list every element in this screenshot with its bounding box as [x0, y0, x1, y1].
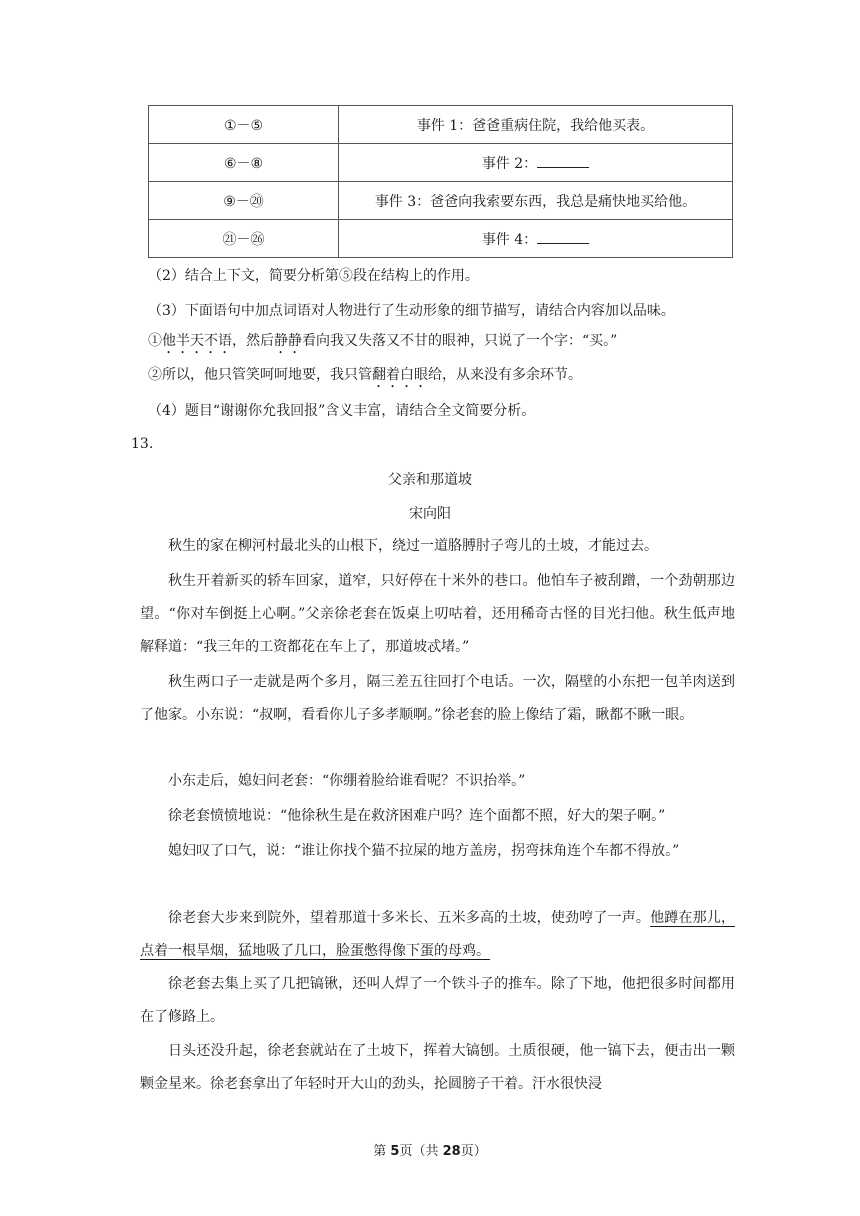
event-cell	[339, 106, 733, 144]
sentence-1: ①他半天不语，然后静静看向我又失落又不甘的眼神，只说了一个字：“买。”	[148, 333, 618, 349]
table-row	[149, 106, 733, 144]
sentence-2: ②所以，他只管笑呵呵地要，我只管翻着白眼给，从来没有多余环节。	[148, 367, 582, 383]
event-label: 事件 1：	[416, 117, 473, 134]
question-number: 13.	[131, 436, 154, 452]
page-number: 5	[390, 1144, 400, 1159]
paragraph-range-cell: ㉑－㉖	[149, 220, 339, 258]
table-row	[149, 220, 733, 258]
event-label: 事件 3：	[374, 193, 431, 210]
answer-blank[interactable]	[537, 154, 589, 168]
event-label: 事件 2：	[481, 155, 538, 172]
paragraph: 日头还没升起，徐老套就站在了土坡下，挥着大镐刨。土质很硬，他一镐下去，便击出一颗颗金星来。徐老套拿出了年轻时开大山的劲头，抡圆膀子干着。汗水很快浸	[140, 1043, 735, 1092]
paragraph: 小东走后，媳妇问老套：“你绷着脸给谁看呢？不识抬举。”	[168, 773, 526, 789]
paragraph-range-cell: ⑥－⑧	[149, 144, 339, 182]
event-table	[148, 105, 733, 258]
sentence-1-number: ①	[148, 333, 162, 349]
event-label: 事件 4：	[481, 231, 538, 248]
paragraph: 徐老套去集上买了几把镐锹，还叫人焊了一个铁斗子的推车。除了下地，他把很多时间都用在了修路上。	[140, 976, 735, 1025]
paragraph: 媳妇叹了口气，说：“谁让你找个猫不拉屎的地方盖房，拐弯抹角连个车都不得放。”	[168, 843, 680, 859]
question-3: （3）下面语句中加点词语对人物进行了生动形象的细节描写，请结合内容加以品味。	[148, 303, 675, 319]
table-row	[149, 144, 733, 182]
paragraph: 秋生两口子一走就是两个多月，隔三差五往回打个电话。一次，隔壁的小东把一包羊肉送到了他家。小东说：“叔啊，看看你儿子多孝顺啊。”徐老套的脸上像结了霜，瞅都不瞅一眼。	[140, 674, 735, 723]
article-title: 父亲和那道坡	[388, 472, 472, 488]
article-author: 宋向阳	[409, 506, 451, 522]
underlined-sentence: 他蹲在那儿，点着一根旱烟，猛地吸了几口，脸蛋憋得像下蛋的母鸡。	[140, 910, 736, 959]
answer-blank[interactable]	[537, 230, 589, 244]
page-total: 28	[442, 1144, 461, 1159]
emphasized-phrase: 翻着白眼	[372, 367, 428, 383]
question-4: （4）题目“谢谢你允我回报”含义丰富，请结合全文简要分析。	[148, 403, 536, 419]
paragraph-range-cell: ①－⑤	[149, 106, 339, 144]
event-cell	[339, 182, 733, 220]
event-cell	[339, 144, 733, 182]
event-text: 爸爸向我索要东西，我总是痛快地买给他。	[430, 193, 697, 210]
emphasized-phrase: 静静	[274, 333, 302, 349]
emphasized-phrase: 他半天不语	[162, 333, 232, 349]
paragraph: 徐老套大步来到院外，望着那道十多米长、五米多高的土坡，使劲哼了一声。他蹲在那儿，点着一根旱烟，猛地吸了几口，脸蛋憋得像下蛋的母鸡。	[140, 910, 736, 959]
paragraph: 秋生的家在柳河村最北头的山根下，绕过一道胳膊肘子弯儿的土坡，才能过去。	[168, 538, 658, 554]
page-footer: 第 5页（共 28页）	[373, 1144, 487, 1159]
question-2: （2）结合上下文，简要分析第⑤段在结构上的作用。	[148, 268, 479, 284]
paragraph-range-cell: ⑨－⑳	[149, 182, 339, 220]
paragraph: 秋生开着新买的轿车回家，道窄，只好停在十米外的巷口。他怕车子被刮蹭，一个劲朝那边望。“你对车倒挺上心啊。”父亲徐老套在饭桌上叨咕着，还用稀奇古怪的目光扫他。秋生低声地解释道：“我三年的工资都花在车上了，那道坡忒堵。”	[140, 573, 735, 655]
event-text: 爸爸重病住院，我给他买表。	[472, 117, 655, 134]
paragraph: 徐老套愤愤地说：“他徐秋生是在救济困难户吗？连个面都不照，好大的架子啊。”	[168, 808, 666, 824]
table-row	[149, 182, 733, 220]
event-cell	[339, 220, 733, 258]
sentence-2-number: ②	[148, 367, 162, 383]
